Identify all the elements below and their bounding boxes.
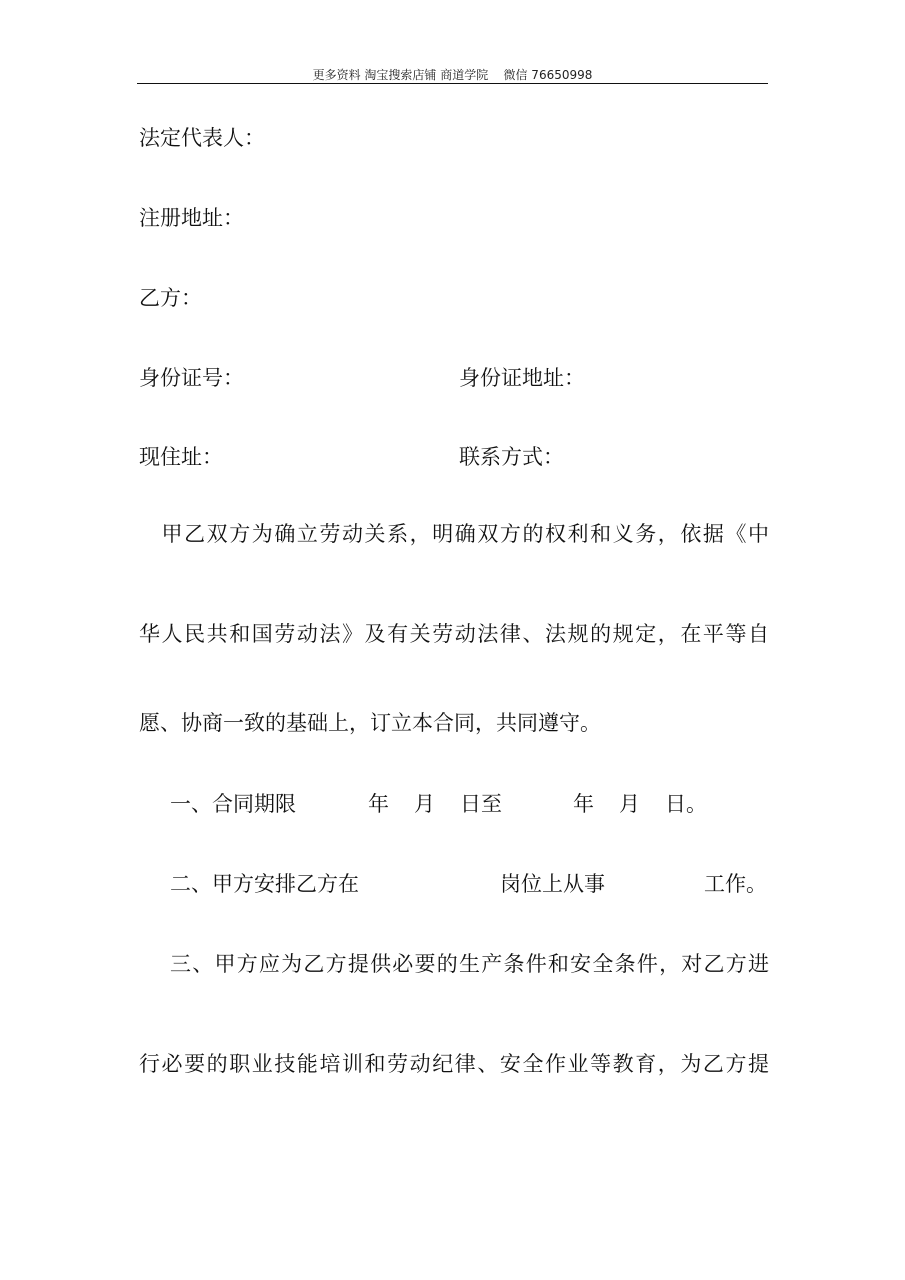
clause-1-year-end: 年 (573, 792, 594, 816)
legal-rep-label: 法定代表人： (139, 126, 265, 150)
clause-1-day-start: 日至 (460, 792, 502, 816)
reg-address-label: 注册地址： (139, 206, 244, 230)
clause-2-part-1: 二、甲方安排乙方在 (170, 872, 359, 896)
clause-1-year-start: 年 (368, 792, 389, 816)
clause-2-part-2: 岗位上从事 (500, 872, 605, 896)
clause-2-part-3: 工作。 (704, 872, 767, 896)
page-header: 更多资料 淘宝搜索店铺 商道学院 微信 76650998 (312, 68, 593, 82)
preamble-line-2: 华人民共和国劳动法》及有关劳动法律、法规的规定，在平等自 (139, 622, 769, 646)
contact-label: 联系方式： (459, 445, 564, 469)
preamble-line-1: 甲乙双方为确立劳动关系，明确双方的权利和义务，依据《中 (139, 522, 769, 546)
clause-3-line-2: 行必要的职业技能培训和劳动纪律、安全作业等教育，为乙方提 (139, 1052, 769, 1076)
clause-1-day-end: 日。 (665, 792, 707, 816)
preamble-line-3: 愿、协商一致的基础上，订立本合同，共同遵守。 (139, 711, 601, 735)
clause-1-month-end: 月 (619, 792, 640, 816)
header-rule (137, 83, 768, 84)
id-address-label: 身份证地址： (459, 366, 585, 390)
id-number-label: 身份证号： (139, 366, 244, 390)
party-b-label: 乙方： (139, 286, 202, 310)
clause-1-month-start: 月 (414, 792, 435, 816)
clause-3-line-1: 三、甲方应为乙方提供必要的生产条件和安全条件，对乙方进 (170, 952, 769, 976)
current-address-label: 现住址： (139, 445, 223, 469)
clause-1-label: 一、合同期限 (170, 792, 296, 816)
